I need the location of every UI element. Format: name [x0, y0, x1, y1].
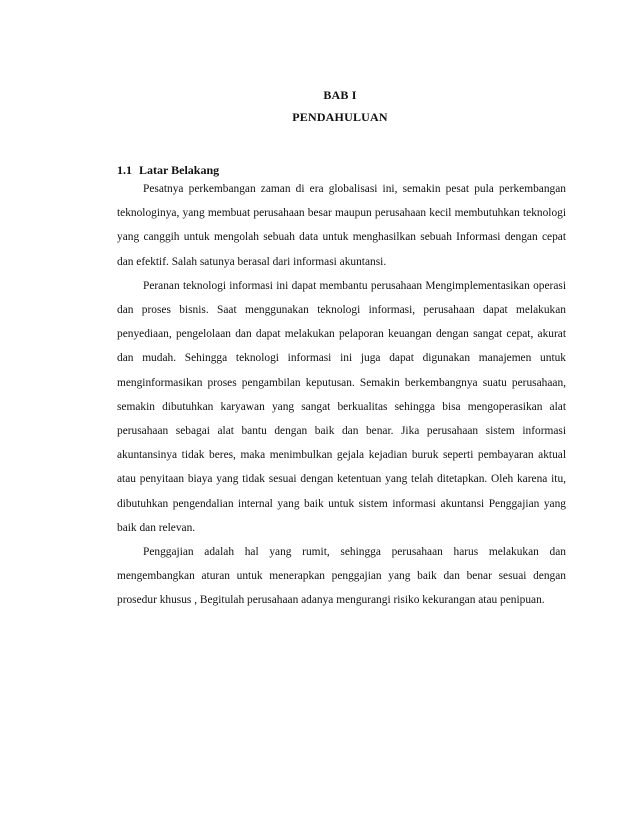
section-number: 1.1	[117, 163, 132, 177]
body-text	[117, 177, 566, 613]
section-heading	[117, 163, 219, 178]
chapter-number: BAB I	[323, 88, 357, 102]
paragraph: Peranan teknologi informasi ini dapat membantu perusahaan Mengimplementasikan operasi dan proses bisnis. Saat menggunakan teknologi informasi, perusahaan dapat melakukan penyediaan, pengelolaan dan dapat melakukan pelaporan keuangan dengan sangat cepat, akurat dan mudah. Sehingga teknologi informasi ini juga dapat digunakan manajemen untuk menginformasikan proses pengambilan keputusan. Semakin berkembangnya suatu perusahaan, semakin dibutuhkan karyawan yang sangat berkualitas sehingga bisa mengoperasikan alat perusahaan sebagai alat bantu dengan baik dan benar. Jika perusahaan sistem informasi akuntansinya tidak beres, maka menimbulkan gejala kejadian buruk seperti pembayaran aktual atau penyitaan biaya yang tidak sesuai dengan ketentuan yang telah ditetapkan. Oleh karena itu, dibutuhkan pengendalian internal yang baik untuk sistem informasi akuntansi Penggajian yang baik dan relevan.	[117, 279, 566, 534]
paragraph: Penggajian adalah hal yang rumit, sehingga perusahaan harus melakukan dan mengembangkan aturan untuk menerapkan penggajian yang baik dan benar sesuai dengan prosedur khusus , Begitulah perusahaan adanya mengurangi risiko kekurangan atau penipuan.	[117, 546, 566, 607]
chapter-title: PENDAHULUAN	[292, 110, 388, 124]
section-title: Latar Belakang	[139, 163, 220, 177]
paragraph: Pesatnya perkembangan zaman di era globalisasi ini, semakin pesat pula perkembangan teknologinya, yang membuat perusahaan besar maupun perusahaan kecil membutuhkan teknologi yang canggih untuk mengolah sebuah data untuk menghasilkan sebuah Informasi dengan cepat dan efektif. Salah satunya berasal dari informasi akuntansi.	[117, 183, 566, 268]
